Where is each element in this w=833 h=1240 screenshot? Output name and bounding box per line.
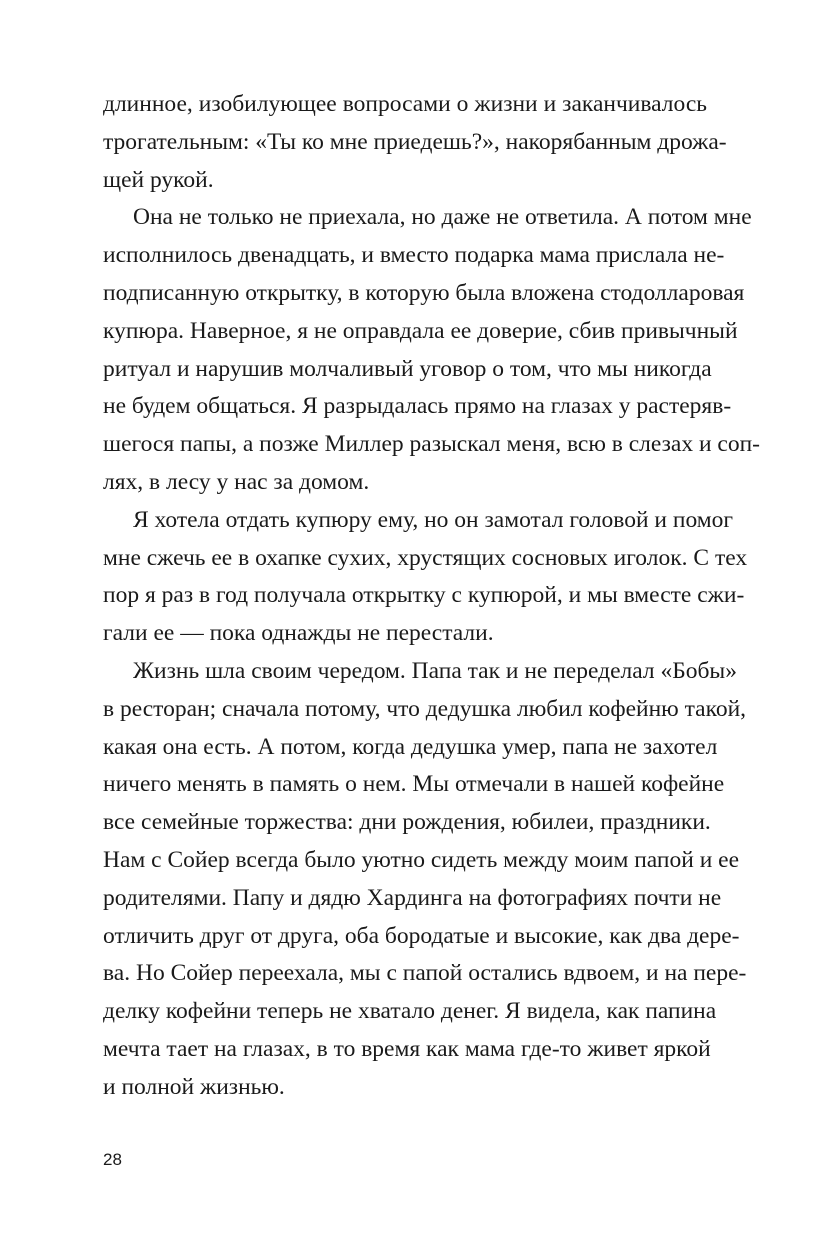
text-line: щей рукой.: [103, 166, 214, 193]
text-line: и полной жизнью.: [103, 1073, 285, 1100]
text-line: исполнилось двенадцать, и вместо подарка мама прислала не-: [103, 242, 725, 269]
text-line: все семейные торжества: дни рождения, юбилеи, праздники.: [103, 809, 711, 836]
body-text: [103, 86, 761, 1107]
page-number: 28: [103, 1150, 122, 1169]
text-line: пор я раз в год получала открытку с купюрой, и мы вместе сжи-: [103, 582, 745, 609]
text-line: Жизнь шла своим чередом. Папа так и не переделал «Бобы»: [133, 657, 737, 684]
text-line: ритуал и нарушив молчаливый уговор о том, что мы никогда: [103, 355, 712, 382]
text-line: Нам с Сойер всегда было уютно сидеть между моим папой и ее: [103, 846, 740, 873]
text-line: шегося папы, а позже Миллер разыскал меня, всю в слезах и соп-: [103, 431, 761, 458]
text-line: Она не только не приехала, но даже не ответила. А потом мне: [133, 204, 752, 231]
text-line: родителями. Папу и дядю Хардинга на фотографиях почти не: [103, 884, 722, 911]
paragraph-3: [103, 502, 748, 653]
text-line: Я хотела отдать купюру ему, но он замотал головой и помог: [133, 506, 734, 533]
text-line: длинное, изобилующее вопросами о жизни и заканчивалось: [103, 91, 707, 117]
text-line: подписанную открытку, в которую была вложена стодолларовая: [103, 279, 745, 306]
paragraph-4: [103, 653, 747, 1107]
text-line: делку кофейни теперь не хватало денег. Я видела, как папина: [103, 998, 717, 1025]
text-line: в ресторан; сначала потому, что дедушка любил кофейню такой,: [103, 695, 747, 722]
text-line: какая она есть. А потом, когда дедушка умер, папа не захотел: [103, 733, 718, 760]
paragraph-1: [103, 86, 727, 199]
text-line: мечта тает на глазах, в то время как мама где-то живет яркой: [103, 1035, 711, 1062]
text-line: отличить друг от друга, оба бородатые и высокие, как два дере-: [103, 922, 740, 949]
text-line: лях, в лесу у нас за домом.: [103, 468, 370, 495]
paragraph-2: [103, 199, 761, 501]
text-line: мне сжечь ее в охапке сухих, хрустящих сосновых иголок. С тех: [103, 544, 748, 571]
text-line: ничего менять в память о нем. Мы отмечали в нашей кофейне: [103, 771, 725, 798]
text-line: купюра. Наверное, я не оправдала ее доверие, сбив привычный: [103, 317, 738, 344]
text-line: не будем общаться. Я разрыдалась прямо на глазах у растеряв-: [103, 393, 732, 420]
text-line: трогательным: «Ты ко мне приедешь?», накорябанным дрожа-: [103, 128, 727, 155]
text-line: ва. Но Сойер переехала, мы с папой остались вдвоем, и на пере-: [103, 960, 747, 987]
text-line: гали ее — пока однажды не перестали.: [103, 620, 494, 647]
